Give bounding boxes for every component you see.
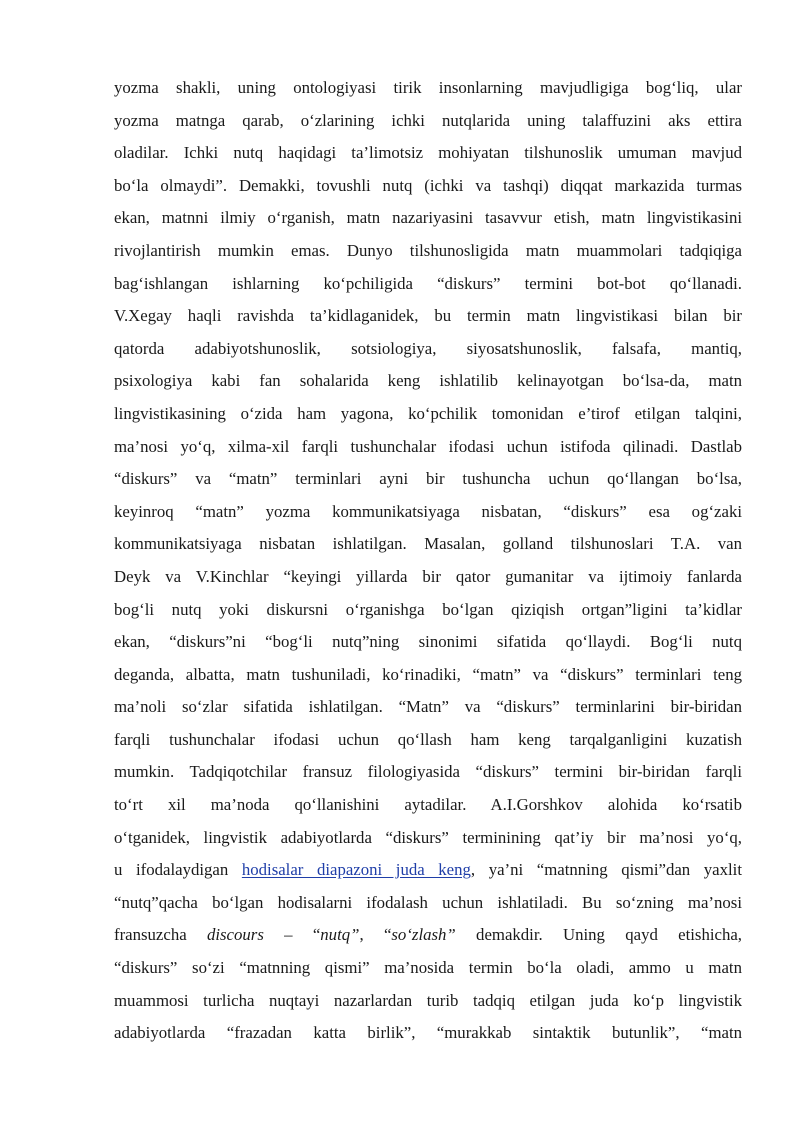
text-line: yozma matnga qarab, o‘zlarining ichki nutqlarida uning talaffuzini aks ettira — [114, 110, 742, 130]
text-fragment: , ya’ni “matnning qismi”dan yaxlit — [470, 860, 742, 880]
text-line: bog‘li nutq yoki diskursni o‘rganishga bo‘lgan qiziqish ortgan”ligini ta’kidlar — [114, 599, 742, 619]
text-line — [114, 854, 742, 887]
text-line: ekan, “diskurs”ni “bog‘li nutq”ning sinonimi sifatida qo‘llaydi. Bog‘li nutq — [114, 632, 742, 652]
text-line: oladilar. Ichki nutq haqidagi ta’limotsiz mohiyatan tilshunoslik umuman mavjud — [114, 143, 742, 163]
text-line: rivojlantirish mumkin emas. Dunyo tilshunosligida matn muammolari tadqiqiga — [114, 240, 742, 260]
text-line: ma’noli so‘zlar sifatida ishlatilgan. “Matn” va “diskurs” terminlarini bir-biridan — [114, 697, 742, 717]
text-line: yozma shakli, uning ontologiyasi tirik insonlarning mavjudligiga bog‘liq, ular — [114, 78, 742, 97]
text-line: deganda, albatta, matn tushuniladi, ko‘rinadiki, “matn” va “diskurs” terminlari teng — [114, 664, 742, 684]
text-line: mumkin. Tadqiqotchilar fransuz filologiyasida “diskurs” termini bir-biridan farqli — [114, 762, 742, 782]
text-line: lingvistikasining o‘zida ham yagona, ko‘pchilik tomonidan e’tirof etilgan talqini, — [114, 403, 742, 423]
text-line: V.Xegay haqli ravishda ta’kidlaganidek, bu termin matn lingvistikasi bilan bir — [114, 306, 742, 326]
text-line: “diskurs” so‘zi “matnning qismi” ma’nosida termin bo‘la oladi, ammo u matn — [114, 958, 742, 978]
text-line: kommunikatsiyaga nisbatan ishlatilgan. Masalan, golland tilshunoslari T.A. van — [114, 534, 742, 554]
text-line: keyinroq “matn” yozma kommunikatsiyaga nisbatan, “diskurs” esa og‘zaki — [114, 501, 742, 521]
text-fragment: – “ — [263, 925, 321, 945]
text-line: qatorda adabiyotshunoslik, sotsiologiya, siyosatshunoslik, falsafa, mantiq, — [114, 338, 742, 358]
text-line: adabiyotlarda “frazadan katta birlik”, “murakkab sintaktik butunlik”, “matn — [114, 1023, 742, 1043]
italic-term-sozlash: so‘zlash” — [391, 925, 456, 945]
text-line: psixologiya kabi fan sohalarida keng ishlatilib kelinayotgan bo‘lsa-da, matn — [114, 371, 742, 391]
text-line: bag‘ishlangan ishlarning ko‘pchiligida “diskurs” termini bot-bot qo‘llanadi. — [114, 273, 742, 293]
text-line: “nutq”qacha bo‘lgan hodisalarni ifodalash uchun ishlatiladi. Bu so‘zning ma’nosi — [114, 892, 742, 912]
text-line: bo‘la olmaydi”. Demakki, tovushli nutq (ichki va tashqi) diqqat markazida turmas — [114, 175, 742, 195]
text-fragment: , “ — [359, 925, 392, 945]
text-line: to‘rt xil ma’noda qo‘llanishini aytadilar. A.I.Gorshkov alohida ko‘rsatib — [114, 795, 742, 815]
hyperlink-hodisalar-diapazoni[interactable]: hodisalar diapazoni juda keng — [241, 860, 471, 880]
italic-term-nutq: nutq” — [320, 925, 360, 945]
text-fragment: fransuzcha — [114, 925, 207, 945]
text-line — [114, 919, 742, 952]
text-line: farqli tushunchalar ifodasi uchun qo‘llash ham keng tarqalganligini kuzatish — [114, 729, 742, 749]
text-line: ma’nosi yo‘q, xilma-xil farqli tushunchalar ifodasi uchun istifoda qilinadi. Dastlab — [114, 436, 742, 456]
text-line: muammosi turlicha nuqtayi nazarlardan turib tadqiq etilgan juda ko‘p lingvistik — [114, 990, 742, 1010]
paragraph — [114, 72, 742, 1050]
text-fragment: u ifodalaydigan — [114, 860, 242, 880]
text-line: “diskurs” va “matn” terminlari ayni bir tushuncha uchun qo‘llangan bo‘lsa, — [114, 469, 742, 489]
document-page — [114, 72, 742, 1050]
italic-term-discours: discours — [206, 925, 264, 945]
text-fragment: demakdir. Uning qayd etishicha, — [455, 925, 742, 945]
text-line: o‘tganidek, lingvistik adabiyotlarda “diskurs” terminining qat’iy bir ma’nosi yo‘q, — [114, 827, 742, 847]
text-line: Deyk va V.Kinchlar “keyingi yillarda bir qator gumanitar va ijtimoiy fanlarda — [114, 566, 742, 586]
text-line: ekan, matnni ilmiy o‘rganish, matn nazariyasini tasavvur etish, matn lingvistikasini — [114, 208, 742, 228]
